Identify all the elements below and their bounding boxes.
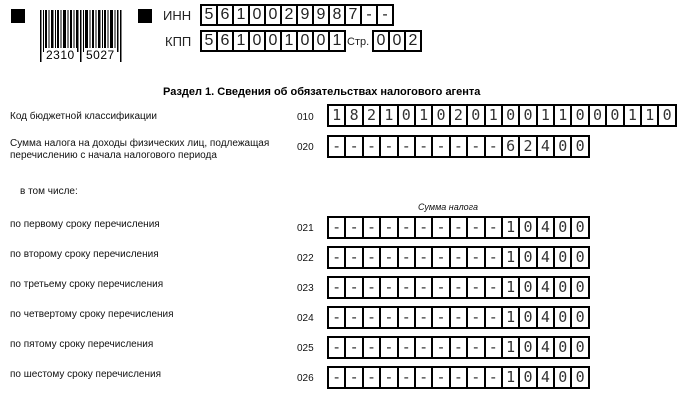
term-amount-field-024[interactable] — [327, 306, 590, 329]
digit-cell[interactable]: 1 — [282, 32, 296, 50]
line-code-010: 010 — [297, 112, 314, 123]
digit-cell[interactable]: 0 — [572, 248, 587, 267]
digit-cell[interactable]: - — [329, 137, 344, 156]
term-label-021: по первому сроку перечисления — [10, 219, 160, 230]
term-amount-field-026[interactable] — [327, 366, 590, 389]
digit-cell[interactable]: 0 — [298, 32, 312, 50]
digit-cell[interactable]: - — [346, 338, 361, 357]
digit-cell[interactable]: - — [416, 137, 431, 156]
section-title: Раздел 1. Сведения об обязательствах налогового агента — [163, 86, 481, 98]
digit-cell[interactable]: - — [381, 308, 396, 327]
term-amount-field-025[interactable] — [327, 336, 590, 359]
digit-cell[interactable]: - — [381, 278, 396, 297]
digit-cell[interactable]: 0 — [572, 338, 587, 357]
digit-cell[interactable]: 1 — [642, 106, 657, 125]
kbk-field[interactable] — [327, 104, 677, 127]
digit-cell[interactable]: - — [433, 338, 448, 357]
digit-cell[interactable]: - — [416, 308, 431, 327]
digit-cell[interactable]: - — [364, 137, 379, 156]
digit-cell[interactable]: 0 — [520, 308, 535, 327]
digit-cell[interactable]: - — [364, 278, 379, 297]
digit-cell[interactable]: - — [346, 368, 361, 387]
digit-cell[interactable]: 1 — [503, 308, 518, 327]
digit-cell[interactable]: 5 — [202, 6, 216, 24]
digit-cell[interactable]: - — [486, 278, 501, 297]
digit-cell[interactable]: - — [381, 338, 396, 357]
digit-cell[interactable]: 1 — [503, 278, 518, 297]
digit-cell[interactable]: - — [381, 368, 396, 387]
digit-cell[interactable]: 0 — [607, 106, 622, 125]
digit-cell[interactable]: - — [433, 308, 448, 327]
line-code-020: 020 — [297, 142, 314, 153]
digit-cell[interactable]: - — [468, 218, 483, 237]
page-number-field[interactable] — [372, 30, 422, 52]
line-code-026: 026 — [297, 373, 314, 384]
digit-cell[interactable]: 5 — [202, 32, 216, 50]
digit-cell[interactable]: - — [416, 368, 431, 387]
digit-cell[interactable]: 1 — [503, 338, 518, 357]
digit-cell[interactable]: - — [329, 308, 344, 327]
digit-cell[interactable]: - — [399, 218, 414, 237]
term-label-023: по третьему сроку перечисления — [10, 279, 164, 290]
term-label-022: по второму сроку перечисления — [10, 249, 159, 260]
page-label: Стр. — [347, 36, 370, 48]
term-label-025: по пятому сроку перечисления — [10, 339, 154, 350]
barcode-number-right: 5027 — [86, 48, 115, 62]
digit-cell[interactable]: - — [416, 338, 431, 357]
digit-cell[interactable]: 1 — [381, 106, 396, 125]
digit-cell[interactable]: 1 — [234, 32, 248, 50]
digit-cell[interactable]: 6 — [503, 137, 518, 156]
digit-cell[interactable]: 0 — [572, 308, 587, 327]
digit-cell[interactable]: 4 — [538, 218, 553, 237]
digit-cell[interactable]: 2 — [406, 32, 420, 50]
digit-cell[interactable]: - — [381, 218, 396, 237]
digit-cell[interactable]: - — [433, 278, 448, 297]
digit-cell[interactable]: - — [451, 278, 466, 297]
digit-cell[interactable]: 4 — [538, 308, 553, 327]
digit-cell[interactable]: 4 — [538, 248, 553, 267]
digit-cell[interactable]: - — [416, 278, 431, 297]
digit-cell[interactable]: 4 — [538, 278, 553, 297]
tax-amount-column-header: Сумма налога — [418, 202, 479, 212]
digit-cell[interactable]: - — [329, 368, 344, 387]
digit-cell[interactable]: - — [451, 308, 466, 327]
digit-cell[interactable]: - — [486, 248, 501, 267]
digit-cell[interactable]: 0 — [374, 32, 388, 50]
total-tax-field[interactable] — [327, 135, 590, 158]
digit-cell[interactable]: 8 — [330, 6, 344, 24]
digit-cell[interactable]: - — [364, 248, 379, 267]
digit-cell[interactable]: - — [399, 248, 414, 267]
line-code-024: 024 — [297, 313, 314, 324]
digit-cell[interactable]: 9 — [298, 6, 312, 24]
digit-cell[interactable]: 0 — [555, 278, 570, 297]
digit-cell[interactable]: 6 — [218, 32, 232, 50]
digit-cell[interactable]: - — [346, 278, 361, 297]
digit-cell[interactable]: - — [433, 218, 448, 237]
digit-cell[interactable]: 0 — [520, 278, 535, 297]
including-label: в том числе: — [20, 186, 78, 197]
digit-cell[interactable]: - — [329, 338, 344, 357]
digit-cell[interactable]: 0 — [520, 248, 535, 267]
digit-cell[interactable]: 0 — [399, 106, 414, 125]
digit-cell[interactable]: - — [399, 308, 414, 327]
digit-cell[interactable]: 1 — [503, 368, 518, 387]
digit-cell[interactable]: 0 — [266, 6, 280, 24]
digit-cell[interactable]: - — [362, 6, 376, 24]
digit-cell[interactable]: - — [378, 6, 392, 24]
digit-cell[interactable]: 4 — [538, 338, 553, 357]
digit-cell[interactable]: - — [329, 278, 344, 297]
line-code-023: 023 — [297, 283, 314, 294]
digit-cell[interactable]: 4 — [538, 137, 553, 156]
digit-cell[interactable]: 0 — [390, 32, 404, 50]
term-label-026: по шестому сроку перечисления — [10, 369, 162, 380]
digit-cell[interactable]: 1 — [555, 106, 570, 125]
digit-cell[interactable]: - — [364, 218, 379, 237]
term-amount-field-023[interactable] — [327, 276, 590, 299]
digit-cell[interactable]: 1 — [538, 106, 553, 125]
digit-cell[interactable]: 1 — [486, 106, 501, 125]
digit-cell[interactable]: - — [346, 248, 361, 267]
digit-cell[interactable]: 0 — [555, 248, 570, 267]
digit-cell[interactable]: 7 — [346, 6, 360, 24]
digit-cell[interactable]: 0 — [555, 308, 570, 327]
digit-cell[interactable]: - — [468, 248, 483, 267]
digit-cell[interactable]: 0 — [503, 106, 518, 125]
digit-cell[interactable]: - — [451, 137, 466, 156]
digit-cell[interactable]: 0 — [520, 218, 535, 237]
digit-cell[interactable]: - — [364, 338, 379, 357]
digit-cell[interactable]: 2 — [451, 106, 466, 125]
line-code-025: 025 — [297, 343, 314, 354]
kbk-label: Код бюджетной классификации — [10, 111, 157, 122]
digit-cell[interactable]: 1 — [503, 248, 518, 267]
line-code-021: 021 — [297, 223, 314, 234]
digit-cell[interactable]: - — [399, 137, 414, 156]
inn-field[interactable] — [200, 4, 394, 26]
digit-cell[interactable]: - — [468, 368, 483, 387]
digit-cell[interactable]: - — [486, 218, 501, 237]
digit-cell[interactable]: - — [451, 338, 466, 357]
digit-cell[interactable]: 2 — [520, 137, 535, 156]
digit-cell[interactable]: 1 — [416, 106, 431, 125]
digit-cell[interactable]: 8 — [346, 106, 361, 125]
digit-cell[interactable]: 2 — [364, 106, 379, 125]
digit-cell[interactable]: - — [399, 338, 414, 357]
term-amount-field-021[interactable] — [327, 216, 590, 239]
digit-cell[interactable]: - — [451, 368, 466, 387]
digit-cell[interactable]: 0 — [572, 137, 587, 156]
digit-cell[interactable]: 0 — [555, 338, 570, 357]
digit-cell[interactable]: - — [451, 248, 466, 267]
digit-cell[interactable]: 6 — [218, 6, 232, 24]
digit-cell[interactable]: - — [364, 308, 379, 327]
inn-label: ИНН — [163, 8, 192, 23]
digit-cell[interactable]: - — [346, 218, 361, 237]
digit-cell[interactable]: 0 — [572, 278, 587, 297]
digit-cell[interactable]: - — [399, 368, 414, 387]
digit-cell[interactable]: 0 — [555, 368, 570, 387]
digit-cell[interactable]: - — [346, 308, 361, 327]
digit-cell[interactable]: - — [346, 137, 361, 156]
term-amount-field-022[interactable] — [327, 246, 590, 269]
digit-cell[interactable]: 0 — [555, 137, 570, 156]
digit-cell[interactable]: 1 — [234, 6, 248, 24]
digit-cell[interactable]: 0 — [520, 368, 535, 387]
digit-cell[interactable]: - — [486, 338, 501, 357]
digit-cell[interactable]: - — [468, 137, 483, 156]
digit-cell[interactable]: 0 — [314, 32, 328, 50]
digit-cell[interactable]: 4 — [538, 368, 553, 387]
digit-cell[interactable]: - — [364, 368, 379, 387]
digit-cell[interactable]: - — [468, 308, 483, 327]
digit-cell[interactable]: 0 — [659, 106, 674, 125]
digit-cell[interactable]: - — [416, 248, 431, 267]
digit-cell[interactable]: - — [468, 278, 483, 297]
digit-cell[interactable]: - — [468, 338, 483, 357]
digit-cell[interactable]: 0 — [250, 6, 264, 24]
barcode-number-left: 2310 — [46, 48, 75, 62]
line-code-022: 022 — [297, 253, 314, 264]
digit-cell[interactable]: 0 — [572, 218, 587, 237]
corner-marker-left — [11, 9, 25, 23]
digit-cell[interactable]: 0 — [266, 32, 280, 50]
digit-cell[interactable]: - — [433, 368, 448, 387]
digit-cell[interactable]: 1 — [329, 106, 344, 125]
digit-cell[interactable]: - — [416, 218, 431, 237]
digit-cell[interactable]: 0 — [468, 106, 483, 125]
digit-cell[interactable]: 0 — [520, 338, 535, 357]
corner-marker-right — [138, 9, 152, 23]
digit-cell[interactable]: - — [451, 218, 466, 237]
digit-cell[interactable]: 1 — [330, 32, 344, 50]
digit-cell[interactable]: 0 — [250, 32, 264, 50]
kpp-label: КПП — [165, 34, 192, 49]
digit-cell[interactable]: 9 — [314, 6, 328, 24]
digit-cell[interactable]: 0 — [572, 368, 587, 387]
digit-cell[interactable]: - — [329, 218, 344, 237]
kpp-field[interactable] — [200, 30, 346, 52]
digit-cell[interactable]: - — [433, 248, 448, 267]
total-tax-label: Сумма налога на доходы физических лиц, подлежащая перечислению с начала налогового периода — [10, 138, 270, 161]
digit-cell[interactable]: - — [329, 248, 344, 267]
digit-cell[interactable]: - — [433, 137, 448, 156]
digit-cell[interactable]: - — [381, 137, 396, 156]
term-label-024: по четвертому сроку перечисления — [10, 309, 174, 320]
digit-cell[interactable]: 1 — [625, 106, 640, 125]
digit-cell[interactable]: 0 — [555, 218, 570, 237]
digit-cell[interactable]: 0 — [520, 106, 535, 125]
digit-cell[interactable]: - — [486, 368, 501, 387]
digit-cell[interactable]: 1 — [503, 218, 518, 237]
digit-cell[interactable]: 2 — [282, 6, 296, 24]
digit-cell[interactable]: - — [486, 137, 501, 156]
digit-cell[interactable]: - — [486, 308, 501, 327]
digit-cell[interactable]: 0 — [590, 106, 605, 125]
digit-cell[interactable]: 0 — [433, 106, 448, 125]
digit-cell[interactable]: - — [399, 278, 414, 297]
digit-cell[interactable]: 0 — [572, 106, 587, 125]
digit-cell[interactable]: - — [381, 248, 396, 267]
